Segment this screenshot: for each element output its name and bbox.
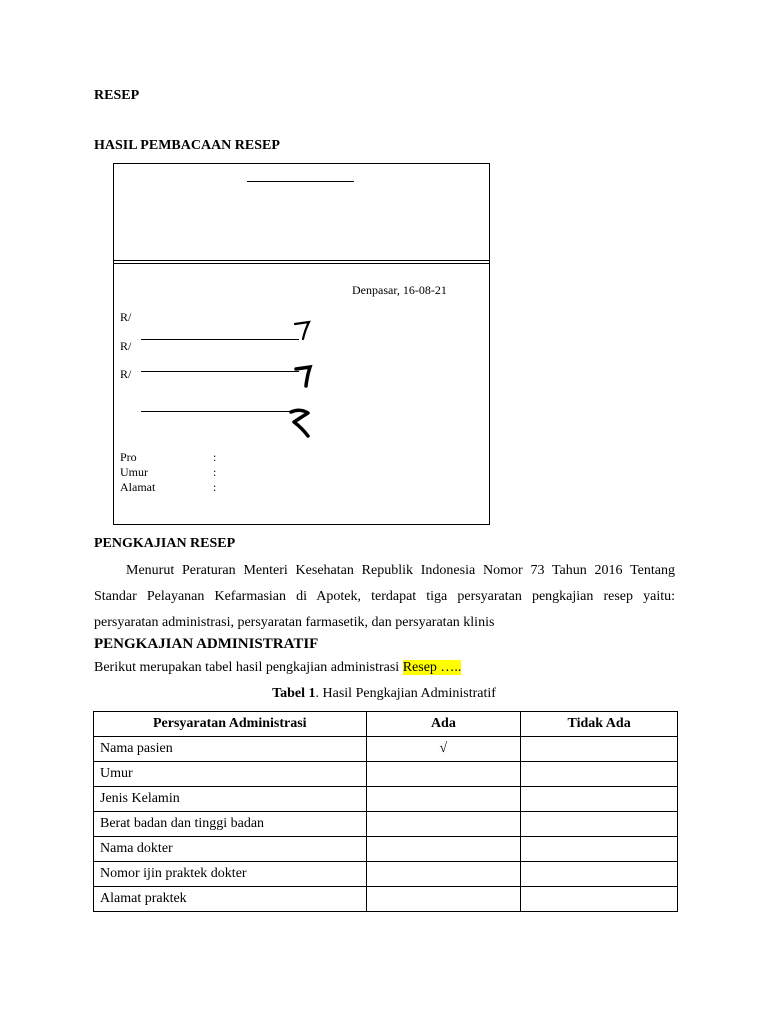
administrative-table (93, 711, 678, 912)
patient-label-umur: Umur (120, 465, 148, 479)
table-cell (366, 837, 521, 862)
intro-text (94, 660, 461, 676)
rx-item-line (141, 411, 299, 412)
table-cell (366, 787, 521, 812)
prescription-header-line (247, 181, 354, 182)
patient-colon: : (213, 450, 217, 464)
table-row (94, 837, 678, 862)
table-cell: √ (366, 737, 521, 762)
table-header: Persyaratan Administrasi (94, 712, 367, 737)
prescription-divider (113, 263, 490, 264)
intro-text-body: Berikut merupakan tabel hasil pengkajian administrasi (94, 660, 403, 675)
table-cell (521, 762, 678, 787)
table-cell (366, 762, 521, 787)
table-cell (521, 737, 678, 762)
table-cell: Nama dokter (94, 837, 367, 862)
heading-resep: RESEP (94, 88, 140, 103)
table-cell (521, 862, 678, 887)
patient-label-pro: Pro (120, 450, 137, 464)
table-cell: Nomor ijin praktek dokter (94, 862, 367, 887)
table-header-row (94, 712, 678, 737)
patient-label-alamat: Alamat (120, 480, 156, 494)
table-cell: Umur (94, 762, 367, 787)
handwritten-mark-icon (286, 404, 316, 440)
table-header: Ada (366, 712, 521, 737)
rx-item-line (141, 371, 299, 372)
table-cell (521, 787, 678, 812)
handwritten-mark-icon (292, 318, 316, 342)
rx-item-prefix: R/ (120, 339, 132, 353)
table-caption (0, 686, 768, 702)
table-cell: Alamat praktek (94, 887, 367, 912)
rx-item-line (141, 339, 299, 340)
table-cell (521, 887, 678, 912)
table-cell: Berat badan dan tinggi badan (94, 812, 367, 837)
rx-item-prefix: R/ (120, 310, 132, 324)
prescription-date: Denpasar, 16-08-21 (352, 283, 447, 297)
table-cell (521, 812, 678, 837)
heading-hasil-pembacaan: HASIL PEMBACAAN RESEP (94, 138, 280, 153)
patient-colon: : (213, 480, 217, 494)
rx-item-prefix: R/ (120, 367, 132, 381)
heading-pengkajian-resep: PENGKAJIAN RESEP (94, 536, 236, 551)
intro-highlight: Resep ….. (402, 660, 462, 675)
table-cell (366, 862, 521, 887)
table-cell (366, 887, 521, 912)
prescription-divider (113, 260, 490, 261)
table-row (94, 737, 678, 762)
table-cell: Jenis Kelamin (94, 787, 367, 812)
table-row (94, 762, 678, 787)
table-row (94, 812, 678, 837)
table-row (94, 787, 678, 812)
table-cell: Nama pasien (94, 737, 367, 762)
patient-colon: : (213, 465, 217, 479)
table-row (94, 887, 678, 912)
table-header: Tidak Ada (521, 712, 678, 737)
table-cell (521, 837, 678, 862)
handwritten-mark-icon (292, 362, 316, 390)
table-caption-label: Tabel 1 (272, 686, 316, 701)
prescription-box (113, 163, 490, 525)
table-cell (366, 812, 521, 837)
body-paragraph: Menurut Peraturan Menteri Kesehatan Republik Indonesia Nomor 73 Tahun 2016 Tentang Standar Pelayanan Kefarmasian di Apotek, terdapat tiga persyaratan pengkajian resep yaitu: persyaratan administrasi, persyaratan farmasetik, dan persyaratan klinis (94, 563, 675, 630)
heading-pengkajian-administratif: PENGKAJIAN ADMINISTRATIF (94, 636, 319, 652)
table-caption-text: . Hasil Pengkajian Administratif (315, 686, 496, 701)
table-row (94, 862, 678, 887)
